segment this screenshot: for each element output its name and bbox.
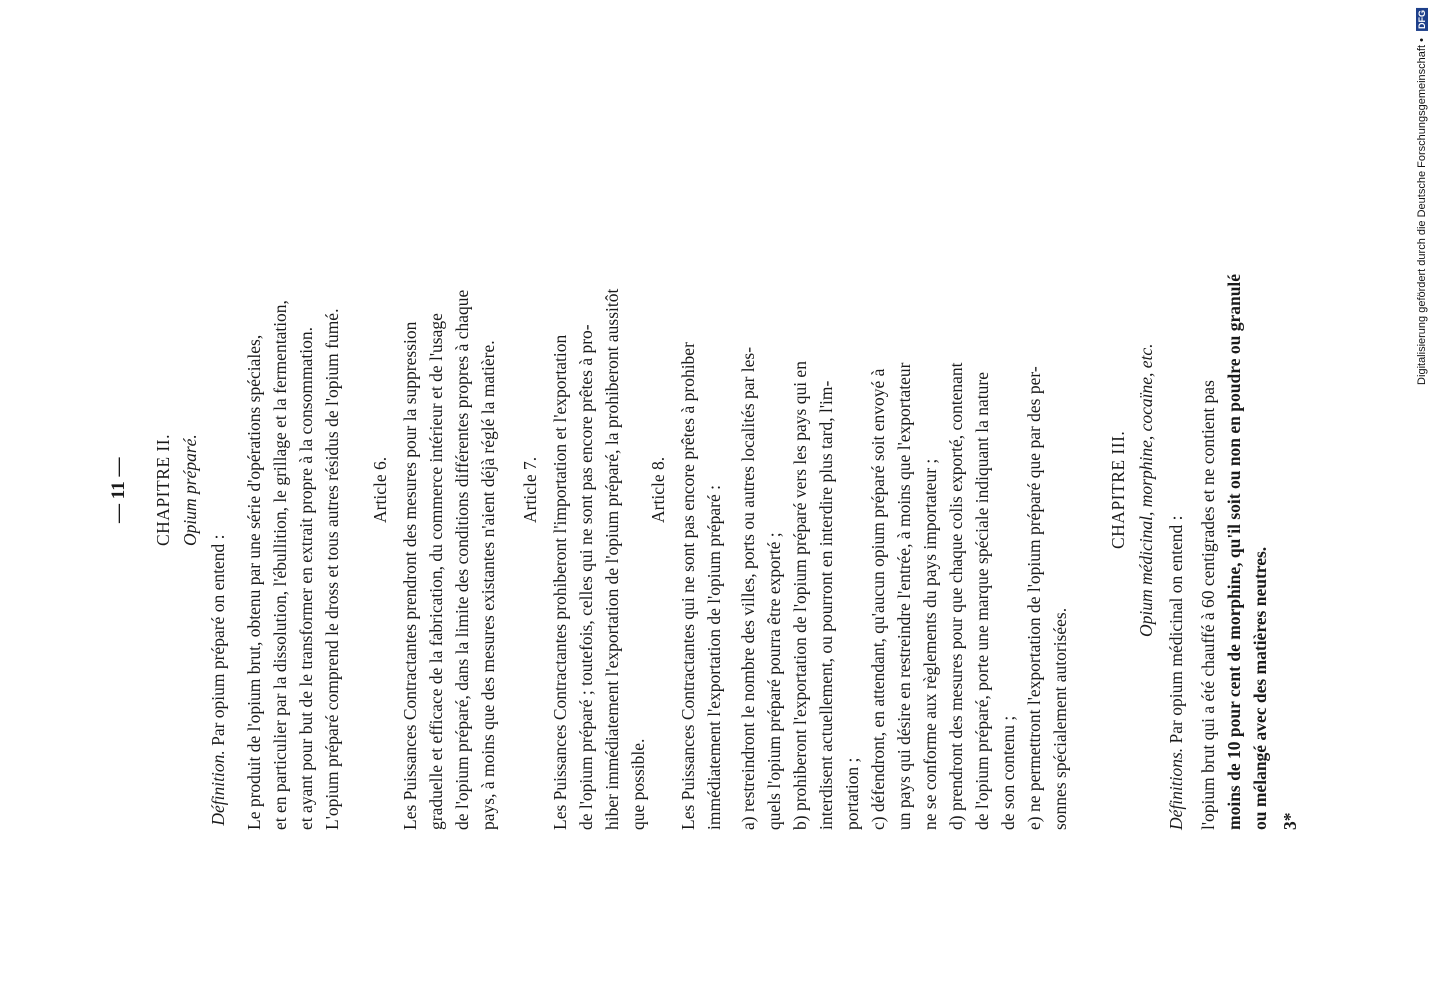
article-8-item-e-1: e) ne permettront l'exportation de l'opium préparé que par des per- [1024, 366, 1044, 830]
article-8-item-c-3: ne se conforme aux règlements du pays importateur ; [920, 458, 940, 830]
definitions-label: Définitions. [1166, 747, 1186, 830]
article-6-line-1: Les Puissances Contractantes prendront des mesures pour la suppression [400, 321, 420, 830]
chapter-3-subtitle: Opium médicinal, morphine, cocaïne, etc. [1136, 343, 1156, 637]
digitization-credit-text: Digitalisierung gefördert durch die Deutsche Forschungsgemeinschaft • [1416, 38, 1428, 385]
page-number-header: — 11 — [108, 457, 129, 523]
article-6-title: Article 6. [370, 456, 390, 524]
chapter-2-line-4: L'opium préparé comprend le dross et tous autres résidus de l'opium fumé. [322, 308, 342, 830]
chapter-3-title: CHAPITRE III. [1108, 430, 1128, 550]
article-7-title: Article 7. [520, 456, 540, 524]
article-8-item-d-1: d) prendront des mesures pour que chaque colis exporté, contenant [946, 362, 966, 830]
chapter-3-line-2: moins de 10 pour cent de morphine, qu'il soit ou non en poudre ou granulé [1224, 273, 1244, 830]
chapter-2-title: CHAPITRE II. [153, 434, 173, 546]
chapter-3-line-3: ou mélangé avec des matières neutres. [1250, 546, 1270, 830]
article-8-item-c-2: un pays qui désire en restreindre l'entrée, à moins que l'exportateur [894, 362, 914, 830]
chapter-3-line-1: l'opium brut qui a été chauffé à 60 centigrades et ne contient pas [1198, 380, 1218, 830]
article-8-item-d-3: de son contenu ; [998, 715, 1018, 830]
chapter-2-definition-line [208, 150, 234, 830]
article-7-line-4: que possible. [628, 738, 648, 830]
article-8-item-e-2: sonnes spécialement autorisées. [1050, 607, 1070, 830]
chapter-3-definition-line [1166, 150, 1192, 830]
article-6-line-2: graduelle et efficace de la fabrication, du commerce intérieur et de l'usage [426, 313, 446, 830]
definition-label: Définition. [208, 750, 228, 826]
article-8-title: Article 8. [648, 456, 668, 524]
article-7-line-2: de l'opium préparé ; toutefois, celles qui ne sont pas encore prêtes à pro- [576, 324, 596, 830]
chapter-2-subtitle: Opium préparé. [180, 434, 200, 546]
definition-intro: Par opium préparé on entend : [208, 534, 228, 746]
article-8-line-1: Les Puissances Contractantes qui ne sont pas encore prêtes à prohiber [678, 342, 698, 830]
article-8-item-a-1: a) restreindront le nombre des villes, ports ou autres localités par les- [738, 346, 758, 830]
scanned-page [108, 150, 1308, 830]
article-7-line-3: hiber immédiatement l'exportation de l'opium préparé, la prohiberont aussitôt [602, 288, 622, 830]
article-8-item-b-3: portation ; [842, 757, 862, 830]
article-8-item-d-2: de l'opium préparé, porte une marque spéciale indiquant la nature [972, 372, 992, 830]
signature-mark: 3* [1280, 812, 1300, 830]
chapter-2-line-2: et en particulier par la dissolution, l'ébullition, le grillage et la fermentation, [270, 300, 290, 830]
dfg-logo: DFG [1417, 10, 1427, 29]
chapter-3-definition-intro: Par opium médicinal on entend : [1166, 515, 1186, 744]
article-7-line-1: Les Puissances Contractantes prohiberont l'importation et l'exportation [550, 334, 570, 830]
article-8-item-c-1: c) défendront, en attendant, qu'aucun opium préparé soit envoyé à [868, 368, 888, 830]
article-8-item-a-2: quels l'opium préparé pourra être exporté ; [764, 532, 784, 830]
article-8-line-2: immédiatement l'exportation de l'opium préparé : [704, 484, 724, 830]
chapter-2-line-1: Le produit de l'opium brut, obtenu par une série d'opérations spéciales, [244, 334, 264, 830]
chapter-2-line-3: et ayant pour but de le transformer en extrait propre à la consommation. [296, 327, 316, 830]
digitization-credit [1416, 8, 1428, 385]
article-8-item-b-2: interdisent actuellement, ou pourront en interdire plus tard, l'im- [816, 380, 836, 830]
article-6-line-4: pays, à moins que des mesures existantes n'aient déjà réglé la matière. [478, 340, 498, 830]
article-6-line-3: de l'opium préparé, dans la limite des conditions différentes propres à chaque [452, 289, 472, 830]
article-8-item-b-1: b) prohiberont l'exportation de l'opium préparé vers les pays qui en [790, 361, 810, 830]
